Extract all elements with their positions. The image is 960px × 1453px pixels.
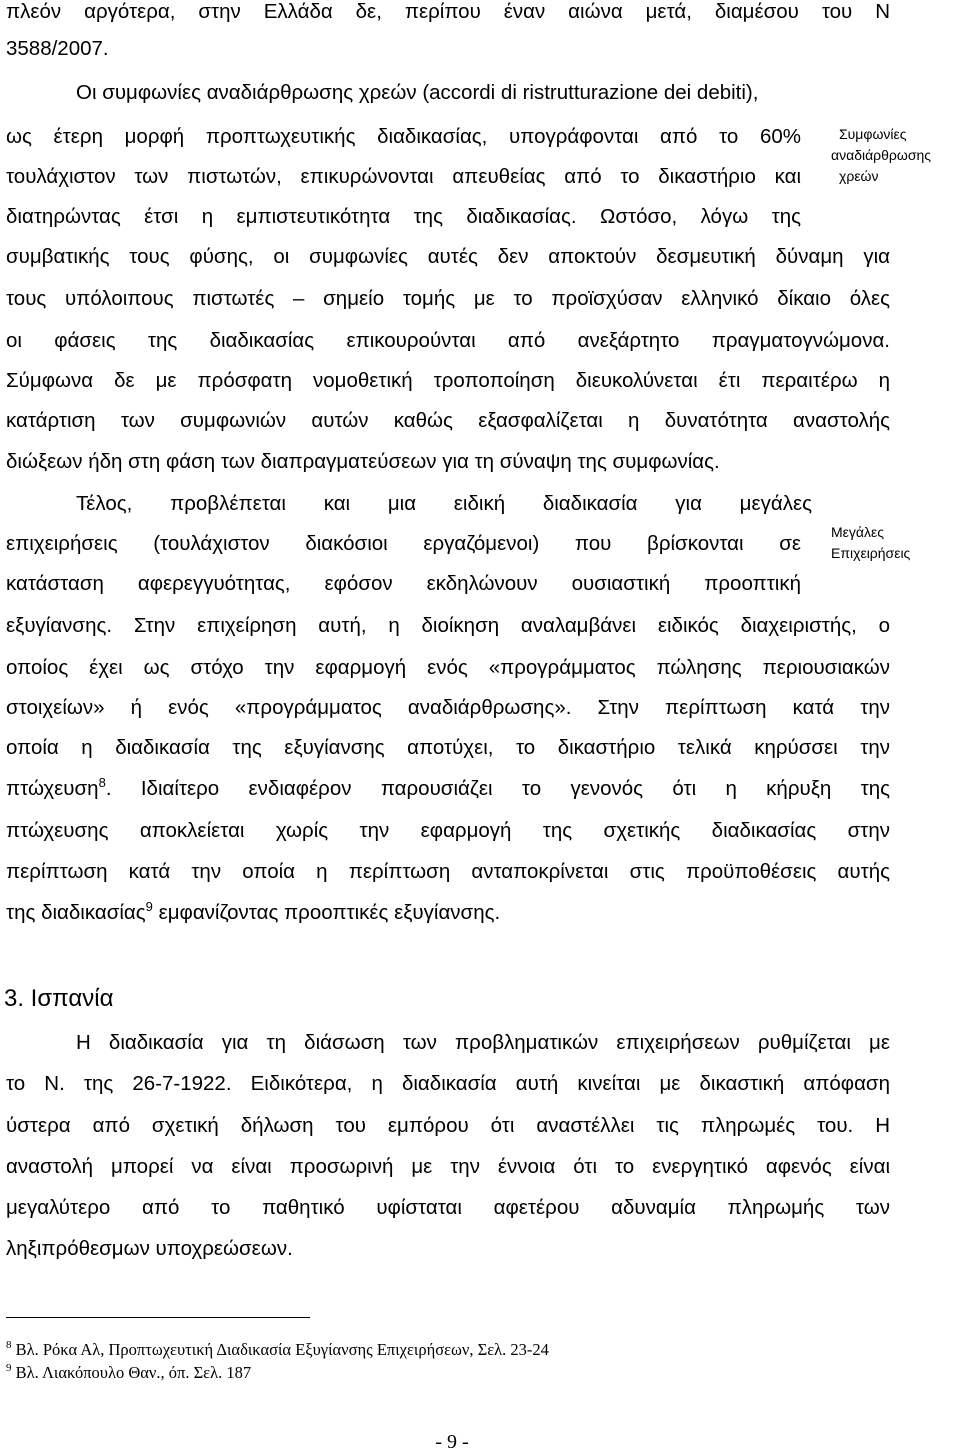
margin-note-line: Συμφωνίες — [839, 126, 907, 142]
body-line: επιχειρήσεις (τουλάχιστον διακόσιοι εργαζόμενοι) που βρίσκονται σε — [6, 532, 801, 555]
section-line: Η διαδικασία για τη διάσωση των προβληματικών επιχειρήσεων ρυθμίζεται με — [76, 1031, 890, 1054]
footnote-number: 8 — [6, 1339, 12, 1351]
footnote-8 — [6, 1340, 549, 1362]
footnote-9 — [6, 1363, 251, 1385]
margin-note-line: Μεγάλες — [831, 524, 884, 540]
body-line: οποίος έχει ως στόχο την εφαρμογή ενός «προγράμματος πώλησης περιουσιακών — [6, 656, 890, 679]
body-line: ως έτερη μορφή προπτωχευτικής διαδικασίας, υπογράφονται από το 60% — [6, 125, 801, 148]
body-line: Οι συμφωνίες αναδιάρθρωσης χρεών (accordi di ristrutturazione dei debiti), — [76, 81, 759, 104]
section-heading: 3. Ισπανία — [4, 985, 114, 1012]
footnote-number: 9 — [6, 1362, 12, 1374]
body-text: πτώχευση — [6, 777, 99, 800]
body-line: 3588/2007. — [6, 37, 109, 60]
body-line: περίπτωση κατά την οποία η περίπτωση ανταποκρίνεται στις προϋποθέσεις αυτής — [6, 860, 890, 883]
section-line: αναστολή μπορεί να είναι προσωρινή με την έννοια ότι το ενεργητικό αφενός είναι — [6, 1155, 890, 1178]
body-text: . Ιδιαίτερο ενδιαφέρον παρουσιάζει το γενονός ότι η κήρυξη της — [105, 777, 890, 800]
body-line: συμβατικής τους φύσης, οι συμφωνίες αυτές δεν αποκτούν δεσμευτική δύναμη για — [6, 245, 890, 268]
body-line: εξυγίανσης. Στην επιχείρηση αυτή, η διοίκηση αναλαμβάνει ειδικός διαχειριστής, ο — [6, 614, 890, 637]
body-line: κατάρτιση των συμφωνιών αυτών καθώς εξασφαλίζεται η δυνατότητα αναστολής — [6, 409, 890, 432]
body-text: της διαδικασίας — [6, 901, 146, 924]
body-line: διατηρώντας έτσι η εμπιστευτικότητα της διαδικασίας. Ωστόσο, λόγω της — [6, 205, 801, 228]
section-line: μεγαλύτερο από το παθητικό υφίσταται αφετέρου αδυναμία πληρωμής των — [6, 1196, 890, 1219]
body-line: πτώχευσης αποκλείεται χωρίς την εφαρμογή της σχετικής διαδικασίας στην — [6, 819, 890, 842]
body-line: Τέλος, προβλέπεται και μια ειδική διαδικασία για μεγάλες — [76, 492, 812, 515]
body-line: τους υπόλοιπους πιστωτές – σημείο τομής με το προϊσχύσαν ελληνικό δίκαιο όλες — [6, 287, 890, 310]
footnote-text: Βλ. Λιακόπουλο Θαν., όπ. Σελ. 187 — [15, 1363, 252, 1382]
page-number: - 9 - — [435, 1431, 469, 1453]
margin-note-large-enterprises — [831, 522, 910, 564]
section-line: ύστερα από σχετική δήλωση του εμπόρου ότι αναστέλλει τις πληρωμές του. Η — [6, 1114, 890, 1137]
body-line-with-footnote — [6, 901, 500, 927]
body-line: στοιχείων» ή ενός «προγράμματος αναδιάρθρωσης». Στην περίπτωση κατά την — [6, 696, 890, 719]
body-line: οποία η διαδικασία της εξυγίανσης αποτύχει, το δικαστήριο τελικά κηρύσσει την — [6, 736, 890, 759]
margin-note-line: Επιχειρήσεις — [831, 545, 911, 561]
margin-note-line: χρεών — [839, 168, 879, 184]
footnote-ref-9: 9 — [145, 899, 153, 914]
body-line: οι φάσεις της διαδικασίας επικουρούνται από ανεξάρτητο πραγματογνώμονα. — [6, 329, 890, 352]
footnote-ref-8: 8 — [98, 775, 106, 790]
margin-note-line: αναδιάρθρωσης — [831, 147, 932, 163]
body-text: εμφανίζοντας προοπτικές εξυγίανσης. — [152, 901, 501, 924]
body-line: Σύμφωνα δε με πρόσφατη νομοθετική τροποποίηση διευκολύνεται έτι περαιτέρω η — [6, 369, 890, 392]
body-line: κατάσταση αφερεγγυότητας, εφόσον εκδηλώνουν ουσιαστική προοπτική — [6, 572, 801, 595]
margin-note-debt-restructuring — [831, 124, 931, 187]
body-line: διώξεων ήδη στη φάση των διαπραγματεύσεων για τη σύναψη της συμφωνίας. — [6, 450, 720, 473]
footnote-separator — [6, 1317, 310, 1318]
body-line-with-footnote — [6, 777, 890, 803]
section-line: ληξιπρόθεσμων υποχρεώσεων. — [6, 1237, 293, 1260]
section-line: το Ν. της 26-7-1922. Ειδικότερα, η διαδικασία αυτή κινείται με δικαστική απόφαση — [6, 1072, 890, 1095]
footnote-text: Βλ. Ρόκα Αλ, Προπτωχευτική Διαδικασία Εξυγίανσης Επιχειρήσεων, Σελ. 23-24 — [15, 1340, 549, 1359]
body-line: τουλάχιστον των πιστωτών, επικυρώνονται απευθείας από το δικαστήριο και — [6, 165, 801, 188]
body-line: πλεόν αργότερα, στην Ελλάδα δε, περίπου έναν αιώνα μετά, διαμέσου του Ν — [6, 0, 890, 23]
